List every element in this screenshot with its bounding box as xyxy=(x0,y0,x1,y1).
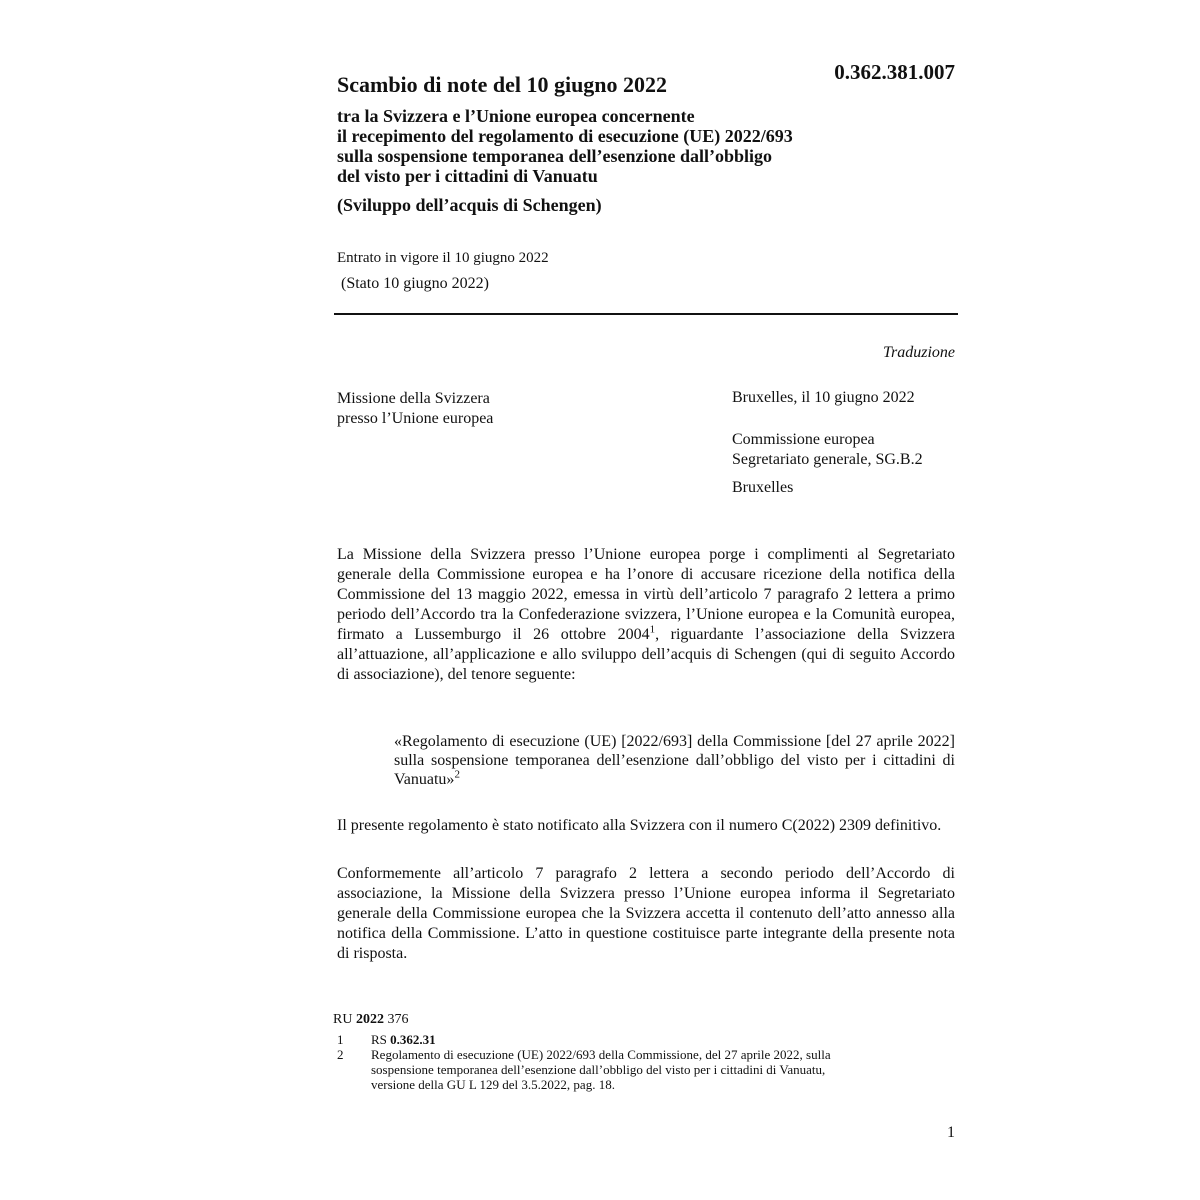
ru-reference xyxy=(333,1012,408,1028)
subtitle-line: sulla sospensione temporanea dell’esenzione dall’obbligo xyxy=(337,146,773,166)
body-paragraph-3: Conformemente all’articolo 7 paragrafo 2 lettera a secondo periodo dell’Accordo di associazione, la Missione della Svizzera presso l’Unione europea informa il Segretariato generale della Commissione europea che la Svizzera accetta il contenuto dell’atto annesso alla notifica della Commissione. L’atto in questione costituisce parte integrante della presente nota di risposta. xyxy=(337,865,955,962)
subtitle-line: del visto per i cittadini di Vanuatu xyxy=(337,166,598,186)
place-date: Bruxelles, il 10 giugno 2022 xyxy=(732,389,915,406)
body-paragraph-2: Il presente regolamento è stato notificato alla Svizzera con il numero C(2022) 2309 definitivo. xyxy=(337,817,942,834)
footnote-line: sospensione temporanea dell’esenzione dall’obbligo del visto per i cittadini di Vanuatu, xyxy=(371,1062,826,1077)
translation-label: Traduzione xyxy=(882,344,955,361)
entry-into-force: Entrato in vigore il 10 giugno 2022 xyxy=(337,250,549,266)
footnote-prefix: RS xyxy=(371,1032,391,1047)
quoted-regulation xyxy=(394,732,955,789)
footnote-number: 2 xyxy=(337,1047,344,1062)
footnote-ref-2[interactable]: 2 xyxy=(454,768,460,781)
paragraph-text: La Missione della Svizzera presso l’Unione europea porge i complimenti al Segretariato generale della Commissione europea e ha l’onore di accusare ricezione della notifica della Commissione del 13 maggio 2022, emessa in virtù dell’articolo 7 paragrafo 2 lettera a primo periodo dell’Accordo tra la Confederazione svizzera, l’Unione europea e la Comunità europea, firmato a Lussemburgo il 26 ottobre 2004 xyxy=(337,546,955,643)
recipient-line: Segretariato generale, SG.B.2 xyxy=(732,451,923,468)
paragraph-text: , riguardante l’associazione della Svizzera all’attuazione, all’applicazione e allo sviluppo dell’acquis di Schengen (qui di seguito Accordo di associazione), del tenore seguente: xyxy=(337,626,955,683)
footnote-line: Regolamento di esecuzione (UE) 2022/693 della Commissione, del 27 aprile 2022, sulla xyxy=(371,1047,831,1062)
footnote-number: 1 xyxy=(337,1032,344,1047)
ru-page: 376 xyxy=(383,1012,409,1027)
footnote-text xyxy=(371,1047,831,1092)
quote-text: «Regolamento di esecuzione (UE) [2022/693] della Commissione [del 27 aprile 2022] sulla sospensione temporanea dell’esenzione dall’obbligo del visto per i cittadini di Vanuatu» xyxy=(394,733,955,788)
footnote-line: versione della GU L 129 del 3.5.2022, pag. 18. xyxy=(371,1077,615,1092)
schengen-note: (Sviluppo dell’acquis di Schengen) xyxy=(337,195,602,215)
subtitle-line: tra la Svizzera e l’Unione europea concernente xyxy=(337,106,695,126)
page-number: 1 xyxy=(947,1124,955,1141)
body-paragraph-1 xyxy=(337,545,955,685)
sender-line: Missione della Svizzera xyxy=(337,390,490,407)
footnote-ref-1[interactable]: 1 xyxy=(649,623,656,636)
sr-number: 0.362.381.007 xyxy=(834,60,955,84)
recipient-city: Bruxelles xyxy=(732,479,794,496)
status-date: (Stato 10 giugno 2022) xyxy=(341,275,489,292)
recipient-block xyxy=(732,430,923,470)
footnote-text xyxy=(371,1032,436,1047)
header-divider xyxy=(334,313,958,315)
subtitle-line: il recepimento del regolamento di esecuzione (UE) 2022/693 xyxy=(337,126,793,146)
ru-year: 2022 xyxy=(355,1012,384,1027)
document-subtitle xyxy=(337,106,793,186)
document-title: Scambio di note del 10 giugno 2022 xyxy=(337,72,668,97)
recipient-line: Commissione europea xyxy=(732,431,875,448)
sr-link[interactable]: 0.362.31 xyxy=(390,1032,436,1047)
ru-prefix: RU xyxy=(333,1012,356,1027)
sender-block xyxy=(337,389,493,429)
sender-line: presso l’Unione europea xyxy=(337,410,494,427)
